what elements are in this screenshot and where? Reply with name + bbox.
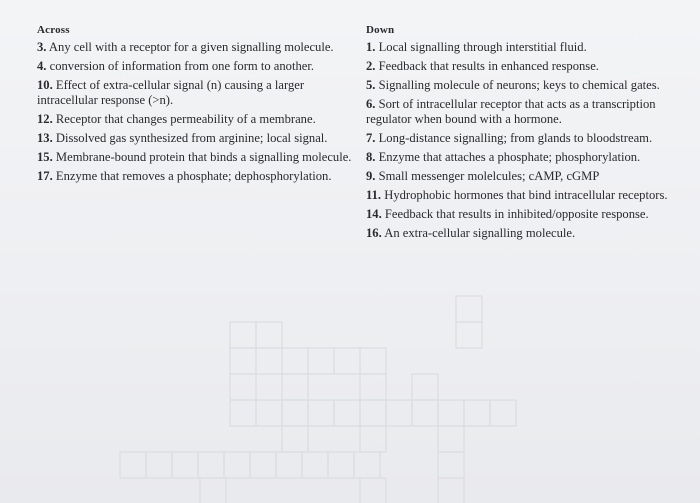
down-clue bbox=[366, 169, 684, 184]
clue-number: 14. bbox=[366, 207, 382, 221]
down-column bbox=[366, 24, 684, 245]
clue-text: Enzyme that removes a phosphate; dephosphorylation. bbox=[55, 169, 332, 183]
clue-text: Small messenger molelcules; cAMP, cGMP bbox=[378, 169, 600, 183]
clue-number: 2. bbox=[366, 59, 376, 73]
clue-number: 4. bbox=[37, 59, 47, 73]
across-clue bbox=[37, 40, 359, 55]
clue-number: 16. bbox=[366, 226, 382, 240]
clue-text: Hydrophobic hormones that bind intracellular receptors. bbox=[384, 188, 668, 202]
down-clue bbox=[366, 97, 684, 127]
clue-number: 6. bbox=[366, 97, 376, 111]
clue-number: 9. bbox=[366, 169, 376, 183]
across-column bbox=[37, 24, 359, 188]
clue-text: Sort of intracellular receptor that acts as a transcription regulator when bound with a hormone. bbox=[366, 97, 656, 126]
clue-number: 15. bbox=[37, 150, 53, 164]
across-clue bbox=[37, 150, 359, 165]
across-clue bbox=[37, 169, 359, 184]
clue-number: 11. bbox=[366, 188, 382, 202]
down-clue bbox=[366, 59, 684, 74]
clue-number: 12. bbox=[37, 112, 53, 126]
clue-text: Any cell with a receptor for a given signalling molecule. bbox=[48, 40, 334, 54]
clue-text: Long-distance signalling; from glands to bloodstream. bbox=[378, 131, 653, 145]
clue-text: Signalling molecule of neurons; keys to chemical gates. bbox=[378, 78, 660, 92]
clue-text: Dissolved gas synthesized from arginine; local signal. bbox=[55, 131, 328, 145]
down-clue bbox=[366, 207, 684, 222]
across-heading: Across bbox=[37, 24, 70, 36]
clue-number: 17. bbox=[37, 169, 53, 183]
clue-text: conversion of information from one form to another. bbox=[49, 59, 315, 73]
down-clue bbox=[366, 78, 684, 93]
clue-text: Enzyme that attaches a phosphate; phosphorylation. bbox=[378, 150, 641, 164]
down-clue bbox=[366, 131, 684, 146]
clue-text: Receptor that changes permeability of a membrane. bbox=[55, 112, 316, 126]
clue-text: Effect of extra-cellular signal (n) causing a larger intracellular response (>n). bbox=[37, 78, 305, 107]
down-clue-list bbox=[366, 40, 684, 241]
clue-text: Membrane-bound protein that binds a signalling molecule. bbox=[55, 150, 352, 164]
down-clue bbox=[366, 150, 684, 165]
down-clue bbox=[366, 226, 684, 241]
clue-text: Local signalling through interstitial fluid. bbox=[378, 40, 587, 54]
clue-text: Feedback that results in enhanced response. bbox=[378, 59, 599, 73]
clue-number: 5. bbox=[366, 78, 376, 92]
across-clue bbox=[37, 59, 359, 74]
clue-number: 1. bbox=[366, 40, 376, 54]
down-clue bbox=[366, 188, 684, 203]
across-clue bbox=[37, 131, 359, 146]
across-clue bbox=[37, 112, 359, 127]
clue-number: 13. bbox=[37, 131, 53, 145]
clue-number: 3. bbox=[37, 40, 47, 54]
across-clue-list bbox=[37, 40, 359, 184]
down-clue bbox=[366, 40, 684, 55]
clue-text: Feedback that results in inhibited/opposite response. bbox=[384, 207, 649, 221]
clue-text: An extra-cellular signalling molecule. bbox=[384, 226, 576, 240]
clue-number: 8. bbox=[366, 150, 376, 164]
clue-number: 7. bbox=[366, 131, 376, 145]
across-clue bbox=[37, 78, 359, 108]
down-heading: Down bbox=[366, 24, 395, 36]
clue-number: 10. bbox=[37, 78, 53, 92]
